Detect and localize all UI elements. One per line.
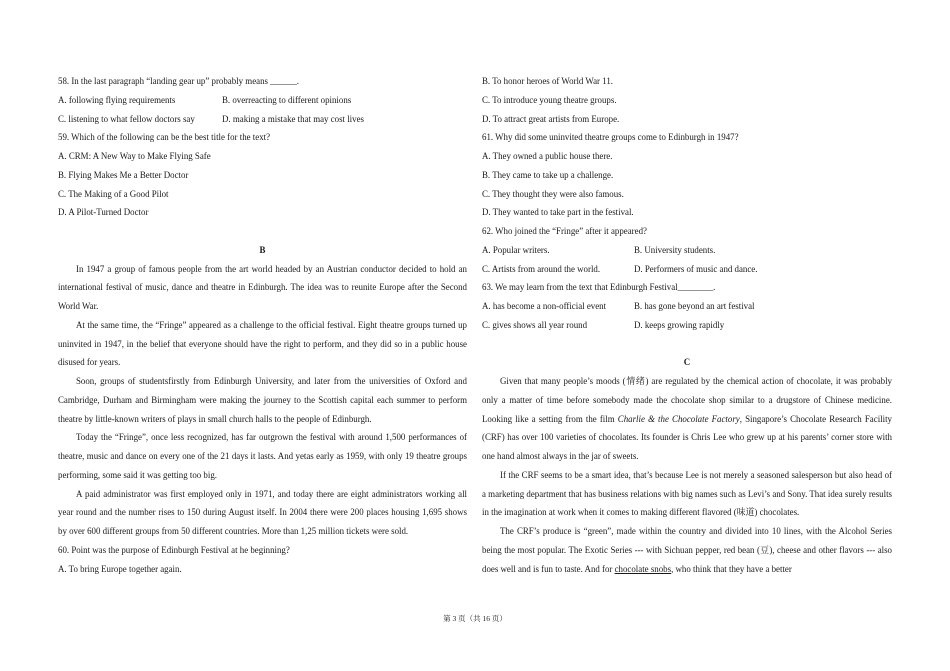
option-58-a: A. following flying requirements: [58, 94, 176, 105]
question-63-options-ab: [482, 297, 892, 316]
option-61-c: C. They thought they were also famous.: [482, 188, 624, 199]
option-59-c: C. The Making of a Good Pilot: [58, 188, 169, 199]
question-62-stem: 62. Who joined the “Fringe” after it appeared?: [482, 226, 647, 236]
spacer: [482, 335, 892, 354]
option-62-a: A. Popular writers.: [482, 244, 550, 255]
option-60-c: C. To introduce young theatre groups.: [482, 94, 617, 105]
section-c-paragraph-3: [482, 522, 892, 578]
question-62-options-ab: [482, 241, 892, 260]
question-62-options-cd: [482, 260, 892, 279]
option-62-b: B. University students.: [634, 244, 716, 255]
option-61-d: D. They wanted to take part in the festival.: [482, 207, 634, 218]
film-title: Charlie & the Chocolate Factory: [617, 413, 740, 424]
page-footer: 第 3 页（共 16 页）: [443, 614, 507, 623]
question-63-stem: 63. We may learn from the text that Edinburgh Festival________.: [482, 282, 716, 293]
option-58-c: C. listening to what fellow doctors say: [58, 113, 195, 124]
section-b-paragraph-2: At the same time, the “Fringe” appeared as a challenge to the official festival. Eight theatre groups turned up uninvited in 1947, in the belief that everyone should have the right to perform, and they did so in a public house disused for years.: [58, 319, 467, 368]
option-61-b: B. They came to take up a challenge.: [482, 169, 614, 180]
section-b-paragraph-3: Soon, groups of studentsfirstly from Edinburgh University, and later from the universities of Oxford and Cambridge, Durham and Birmingham were making the journey to the Scottish capital each summer to perform theatre by little-known writers of plays in small church halls to the people of Edinburgh.: [58, 376, 467, 424]
paragraph-3-text-a: The CRF’s produce is “green”, made within the country and divided into 10 lines, with the Alcohol Series being the most popular. The Exotic Series --- with Sichuan pepper, red bean (豆), cheese and other flavors --- also does well and is fun to taste. And for: [482, 526, 892, 574]
spacer: [58, 222, 467, 241]
option-62-c: C. Artists from around the world.: [482, 263, 601, 274]
section-c-paragraph-2: If the CRF seems to be a smart idea, that’s because Lee is not merely a seasoned salesperson but also head of a marketing department that has business relations with big names such as Levi’s and Sony. That idea surely results in the imagination at work when it comes to making different flavored (味道) chocolates.: [482, 469, 892, 518]
question-60-stem: 60. Point was the purpose of Edinburgh Festival at he beginning?: [58, 544, 290, 555]
option-60-b: B. To honor heroes of World War 11.: [482, 76, 613, 86]
option-63-d: D. keeps growing rapidly: [634, 319, 725, 330]
option-60-a: A. To bring Europe together again.: [58, 563, 182, 574]
left-column: [58, 72, 467, 578]
paragraph-3-text-b: , who think that they have a better: [671, 563, 792, 574]
section-b-paragraph-5: A paid administrator was first employed only in 1971, and today there are eight administrators working all year round and the number rises to 150 during August itself. In 2004 there were 200 places housing 1,695 shows by over 600 different groups from 50 different countries. More than 1,25 million tickets were sold.: [58, 488, 467, 536]
question-58-stem: 58. In the last paragraph “landing gear up” probably means ______.: [58, 76, 300, 86]
question-58-options-ab: [58, 91, 467, 110]
section-c-paragraph-1: [482, 372, 892, 466]
underlined-phrase: chocolate snobs: [614, 563, 672, 574]
option-59-b: B. Flying Makes Me a Better Doctor: [58, 169, 189, 180]
question-63-options-cd: [482, 316, 892, 335]
option-62-d: D. Performers of music and dance.: [634, 263, 758, 274]
section-b-paragraph-4: Today the “Fringe”, once less recognized, has far outgrown the festival with around 1,500 performances of theatre, music and dance on every one of the 21 days it lasts. And yetas early as 1959, with only 19 theatre groups performing, some said it was getting too big.: [58, 432, 467, 480]
option-59-a: A. CRM: A New Way to Make Flying Safe: [58, 151, 211, 161]
paragraph-1-text-b: , Singapore’s Chocolate Research Facility (CRF) has over 100 varieties of chocolates. Its founder is Chris Lee who grew up at his parents’ corner store with one hand almost always in the jar of sweets.: [482, 413, 892, 461]
option-58-b: B. overreacting to different opinions: [222, 94, 352, 105]
question-59-stem: 59. Which of the following can be the best title for the text?: [58, 132, 271, 143]
section-b-heading: B: [259, 244, 266, 255]
section-c-heading: C: [683, 357, 691, 368]
option-63-b: B. has gone beyond an art festival: [634, 301, 755, 311]
option-58-d: D. making a mistake that may cost lives: [222, 113, 364, 124]
option-61-a: A. They owned a public house there.: [482, 151, 613, 161]
option-60-d: D. To attract great artists from Europe.: [482, 113, 620, 124]
option-63-a: A. has become a non-official event: [482, 301, 607, 311]
section-b-paragraph-1: In 1947 a group of famous people from the art world headed by an Austrian conductor decided to hold an international festival of music, dance and theatre in Edinburgh. The idea was to reunite Europe after the Second World War.: [58, 263, 467, 311]
question-61-stem: 61. Why did some uninvited theatre groups come to Edinburgh in 1947?: [482, 132, 739, 143]
right-column: [482, 72, 892, 578]
question-58-options-cd: [58, 110, 467, 129]
option-59-d: D. A Pilot-Turned Doctor: [58, 207, 149, 218]
option-63-c: C. gives shows all year round: [482, 319, 588, 330]
paragraph-1-text-a: Given that many people’s moods (情绪) are regulated by the chemical action of chocolate, it was probably only a matter of time before somebody made the chocolate shop similar to a drugstore of Chinese medicine. Looking like a setting from the film: [482, 376, 892, 424]
